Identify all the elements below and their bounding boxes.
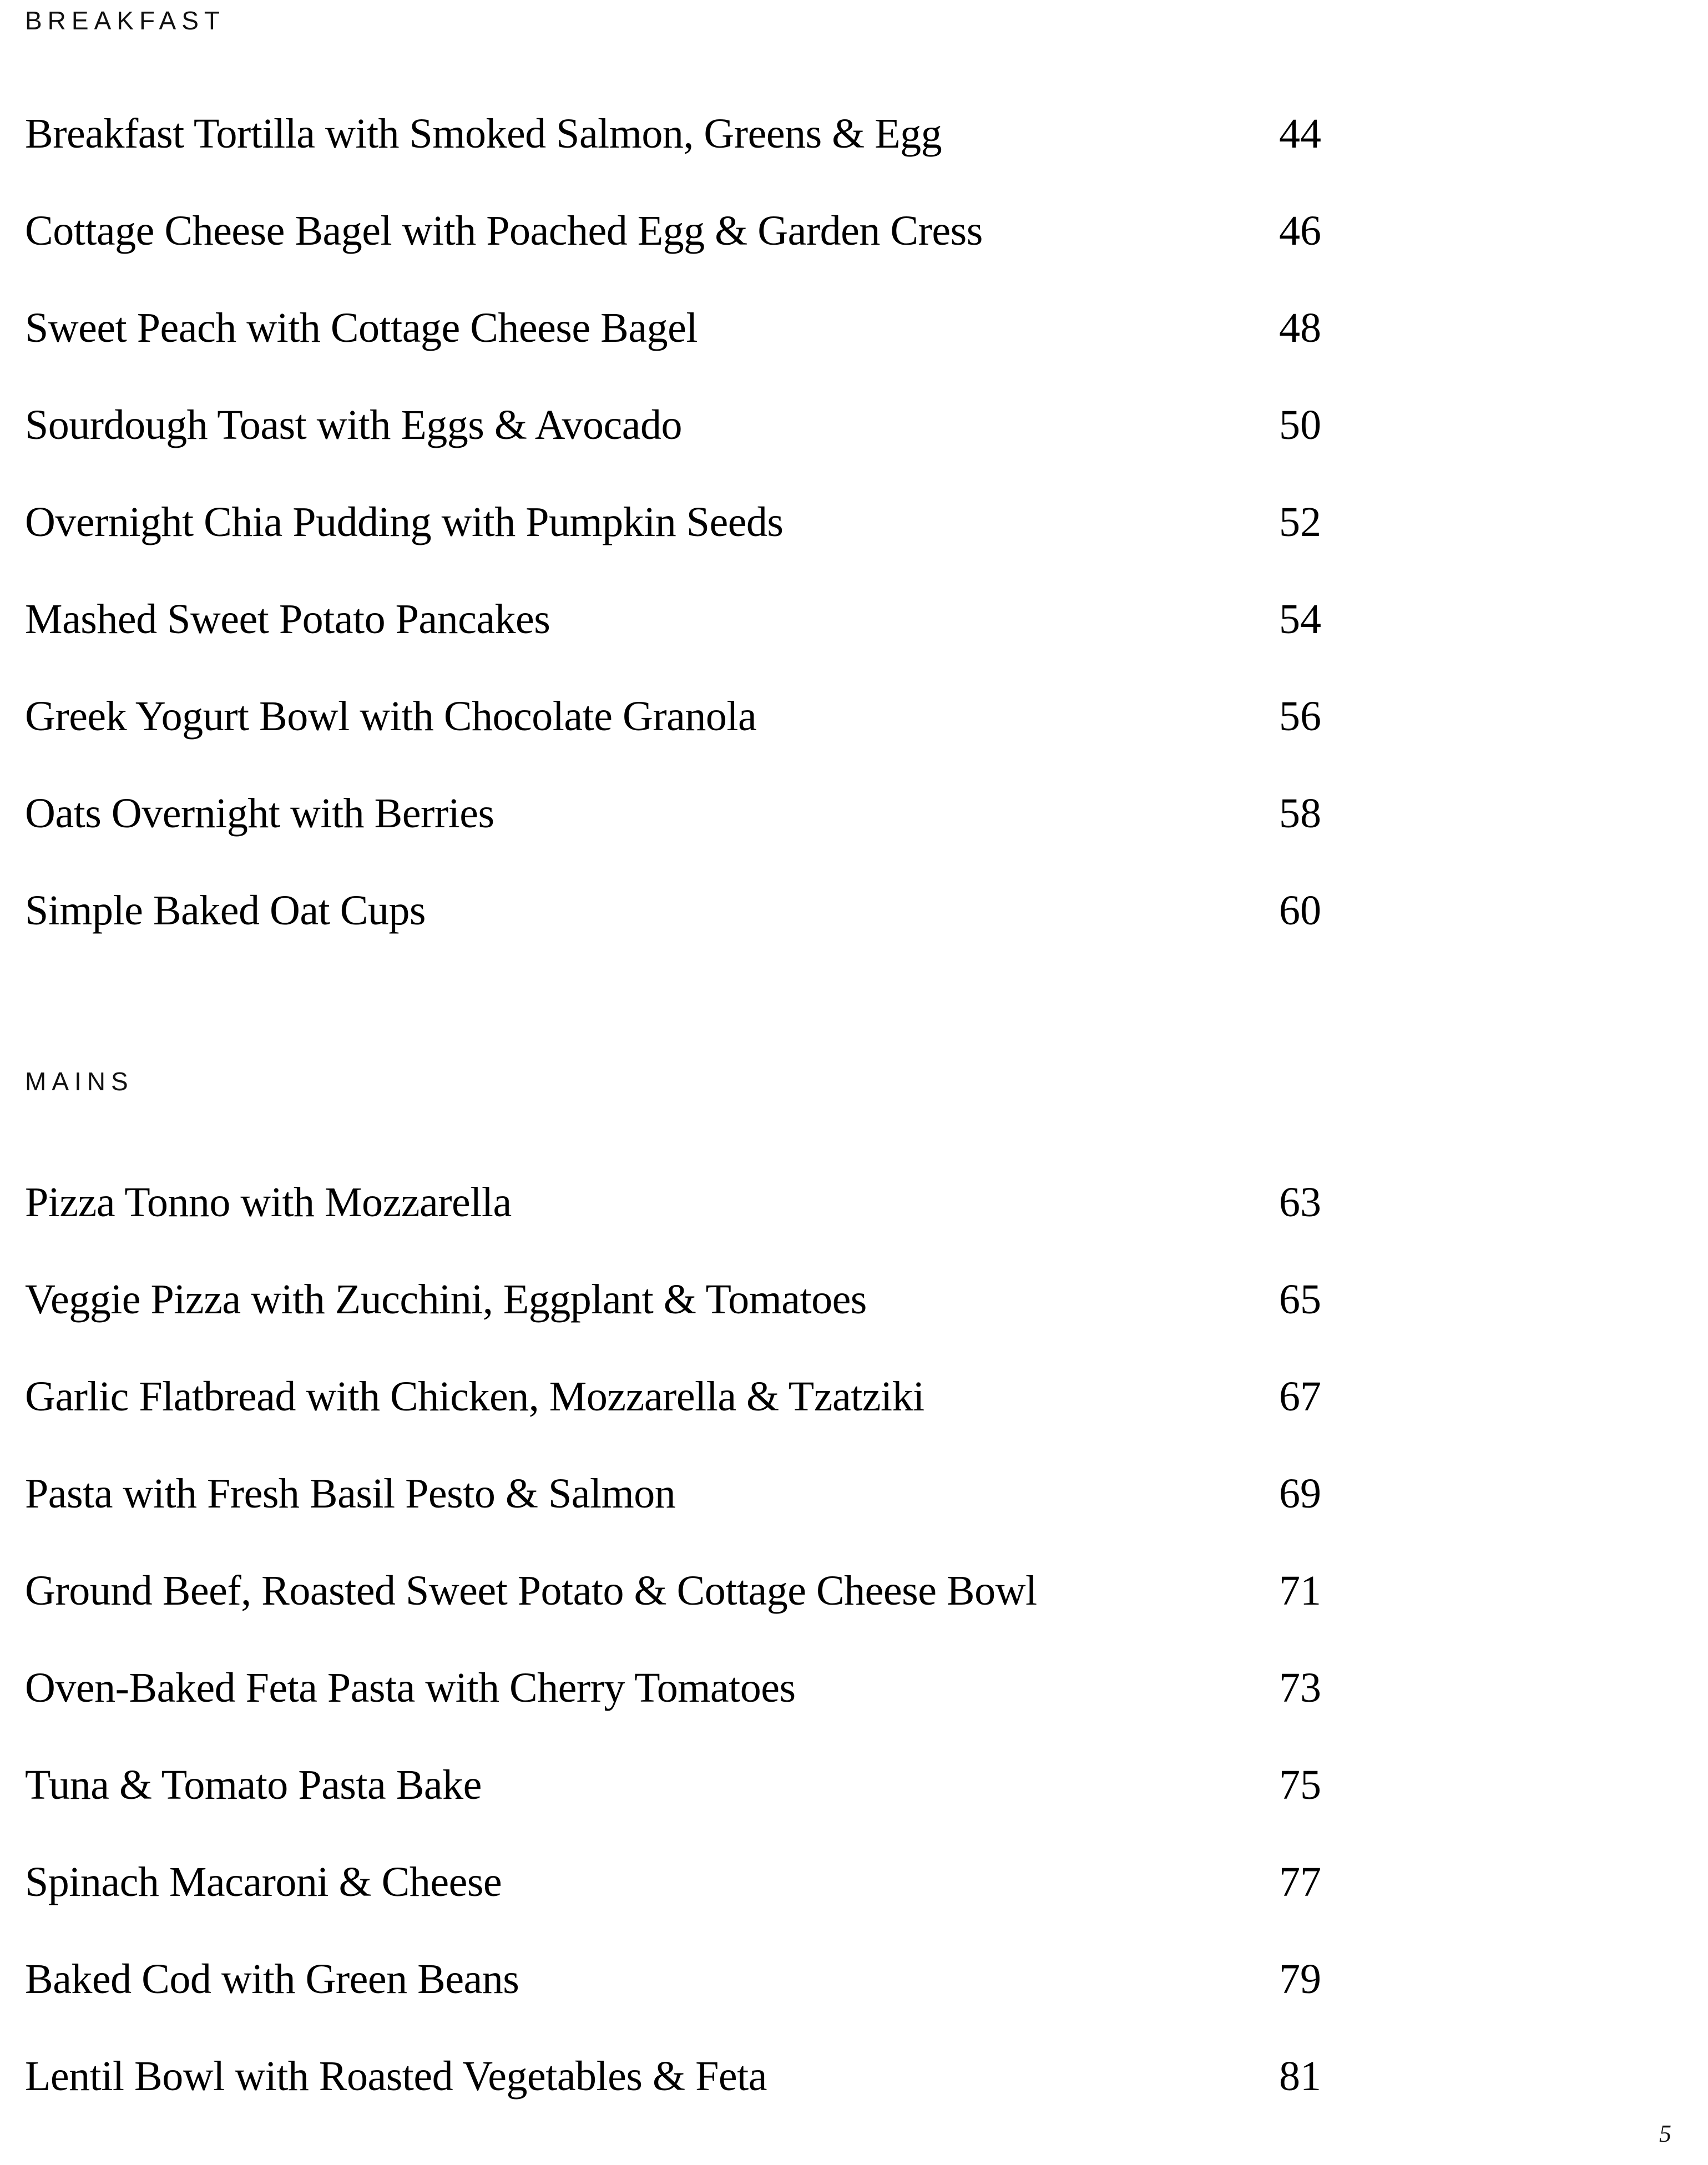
recipe-page-number: 69 [1279, 1470, 1321, 1517]
recipe-title: Pasta with Fresh Basil Pesto & Salmon [25, 1470, 676, 1517]
recipe-title: Tuna & Tomato Pasta Bake [25, 1761, 482, 1808]
toc-rows [25, 85, 1329, 959]
recipe-title: Breakfast Tortilla with Smoked Salmon, Greens & Egg [25, 110, 942, 157]
toc-entry[interactable] [25, 1833, 1329, 1930]
toc-rows [25, 1154, 1329, 2124]
recipe-page-number: 65 [1279, 1276, 1321, 1323]
toc-entry[interactable] [25, 279, 1329, 376]
recipe-page-number: 60 [1279, 887, 1321, 934]
recipe-page-number: 71 [1279, 1567, 1321, 1614]
toc-entry[interactable] [25, 1542, 1329, 1639]
recipe-page-number: 46 [1279, 207, 1321, 254]
recipe-title: Spinach Macaroni & Cheese [25, 1858, 502, 1905]
recipe-title: Oven-Baked Feta Pasta with Cherry Tomatoes [25, 1664, 796, 1711]
recipe-title: Baked Cod with Green Beans [25, 1955, 519, 2002]
recipe-title: Pizza Tonno with Mozzarella [25, 1178, 512, 1226]
toc-entry[interactable] [25, 182, 1329, 279]
recipe-page-number: 58 [1279, 790, 1321, 837]
toc-entry[interactable] [25, 1251, 1329, 1348]
recipe-title: Mashed Sweet Potato Pancakes [25, 595, 550, 643]
section-label: MAINS [25, 1067, 134, 1096]
recipe-title: Ground Beef, Roasted Sweet Potato & Cottage Cheese Bowl [25, 1567, 1037, 1614]
recipe-page-number: 56 [1279, 692, 1321, 740]
toc-entry[interactable] [25, 1930, 1329, 2027]
toc-entry[interactable] [25, 1736, 1329, 1833]
toc-entry[interactable] [25, 1639, 1329, 1736]
recipe-title: Overnight Chia Pudding with Pumpkin Seeds [25, 498, 784, 545]
recipe-title: Sourdough Toast with Eggs & Avocado [25, 401, 682, 448]
toc-sections [25, 8, 1708, 2124]
page-number: 5 [1659, 2120, 1671, 2147]
recipe-page-number: 67 [1279, 1373, 1321, 1420]
toc-entry[interactable] [25, 1348, 1329, 1445]
toc-entry[interactable] [25, 667, 1329, 765]
toc-section-mains [25, 1069, 1708, 2124]
toc-entry[interactable] [25, 1154, 1329, 1251]
recipe-title: Greek Yogurt Bowl with Chocolate Granola [25, 692, 757, 740]
recipe-page-number: 75 [1279, 1761, 1321, 1808]
toc-entry[interactable] [25, 376, 1329, 473]
recipe-page-number: 52 [1279, 498, 1321, 545]
recipe-page-number: 48 [1279, 304, 1321, 351]
toc-entry[interactable] [25, 765, 1329, 862]
toc-entry[interactable] [25, 85, 1329, 182]
toc-entry[interactable] [25, 862, 1329, 959]
toc-section-breakfast [25, 8, 1708, 959]
recipe-page-number: 81 [1279, 2052, 1321, 2100]
recipe-page-number: 63 [1279, 1178, 1321, 1226]
recipe-title: Oats Overnight with Berries [25, 790, 494, 837]
recipe-page-number: 73 [1279, 1664, 1321, 1711]
toc-entry[interactable] [25, 2027, 1329, 2124]
recipe-title: Cottage Cheese Bagel with Poached Egg & Garden Cress [25, 207, 983, 254]
recipe-page-number: 54 [1279, 595, 1321, 643]
section-label: BREAKFAST [25, 6, 225, 35]
recipe-title: Lentil Bowl with Roasted Vegetables & Feta [25, 2052, 767, 2100]
recipe-page-number: 44 [1279, 110, 1321, 157]
recipe-title: Veggie Pizza with Zucchini, Eggplant & Tomatoes [25, 1276, 867, 1323]
recipe-page-number: 79 [1279, 1955, 1321, 2002]
recipe-title: Simple Baked Oat Cups [25, 887, 426, 934]
toc-entry[interactable] [25, 473, 1329, 570]
recipe-title: Sweet Peach with Cottage Cheese Bagel [25, 304, 698, 351]
recipe-page-number: 77 [1279, 1858, 1321, 1905]
recipe-page-number: 50 [1279, 401, 1321, 448]
recipe-title: Garlic Flatbread with Chicken, Mozzarella & Tzatziki [25, 1373, 924, 1420]
toc-entry[interactable] [25, 570, 1329, 667]
toc-entry[interactable] [25, 1445, 1329, 1542]
